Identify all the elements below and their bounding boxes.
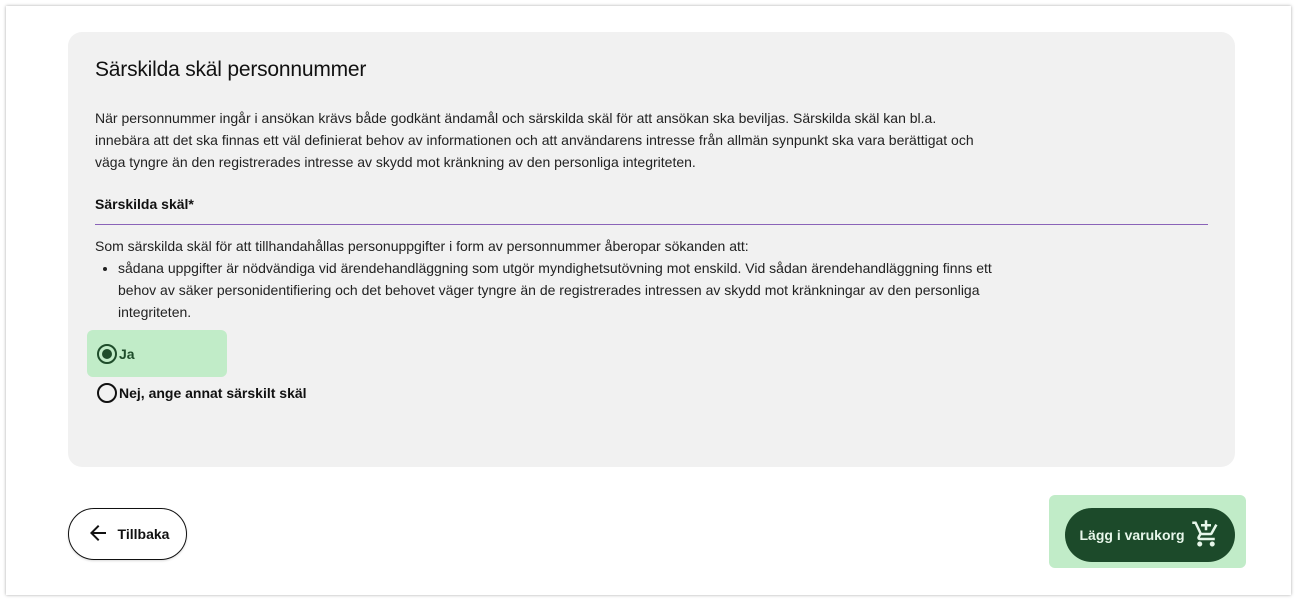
radio-option-nej[interactable] [97,382,307,404]
divider [95,224,1208,225]
back-button-label: Tillbaka [117,526,170,542]
radio-label-ja: Ja [119,345,135,362]
cart-button-label: Lägg i varukorg [1079,527,1185,543]
special-reasons-card [68,32,1235,467]
add-to-cart-icon [1191,519,1221,552]
radio-dot [102,349,112,359]
add-to-cart-button[interactable] [1065,508,1235,562]
section-title: Särskilda skäl personnummer [95,58,367,81]
radio-checked-icon[interactable] [97,344,117,364]
list-item: • sådana uppgifter är nödvändiga vid ärendehandläggning som utgör myndighetsutövning mot enskild. Vid sådan ärendehandläggning finns ett behov av säker personidentifiering och det behovet väger tyngre än de registrerades intressen av skydd mot kränkningar av den personliga integriteten. [118,257,1008,323]
reasons-list [95,257,1008,323]
radio-unchecked-icon[interactable] [97,383,117,403]
lead-text: Som särskilda skäl för att tillhandahållas personuppgifter i form av personnummer åberopar sökanden att: [95,238,749,254]
radio-label-nej: Nej, ange annat särskilt skäl [119,385,307,401]
field-label: Särskilda skäl* [95,196,194,212]
back-button[interactable] [68,508,187,560]
radio-option-ja[interactable] [87,330,227,377]
cart-button-highlight [1049,495,1246,568]
intro-text: När personnummer ingår i ansökan krävs både godkänt ändamål och särskilda skäl för att ansökan ska beviljas. Särskilda skäl kan bl.a. innebära att det ska finnas ett väl definierat behov av informationen och att användarens intresse från allmän synpunkt ska vara berättigat och väga tyngre än den registrerades intresse av skydd mot kränkning av den personliga integriteten. [95,110,974,170]
arrow-left-icon [86,521,110,548]
